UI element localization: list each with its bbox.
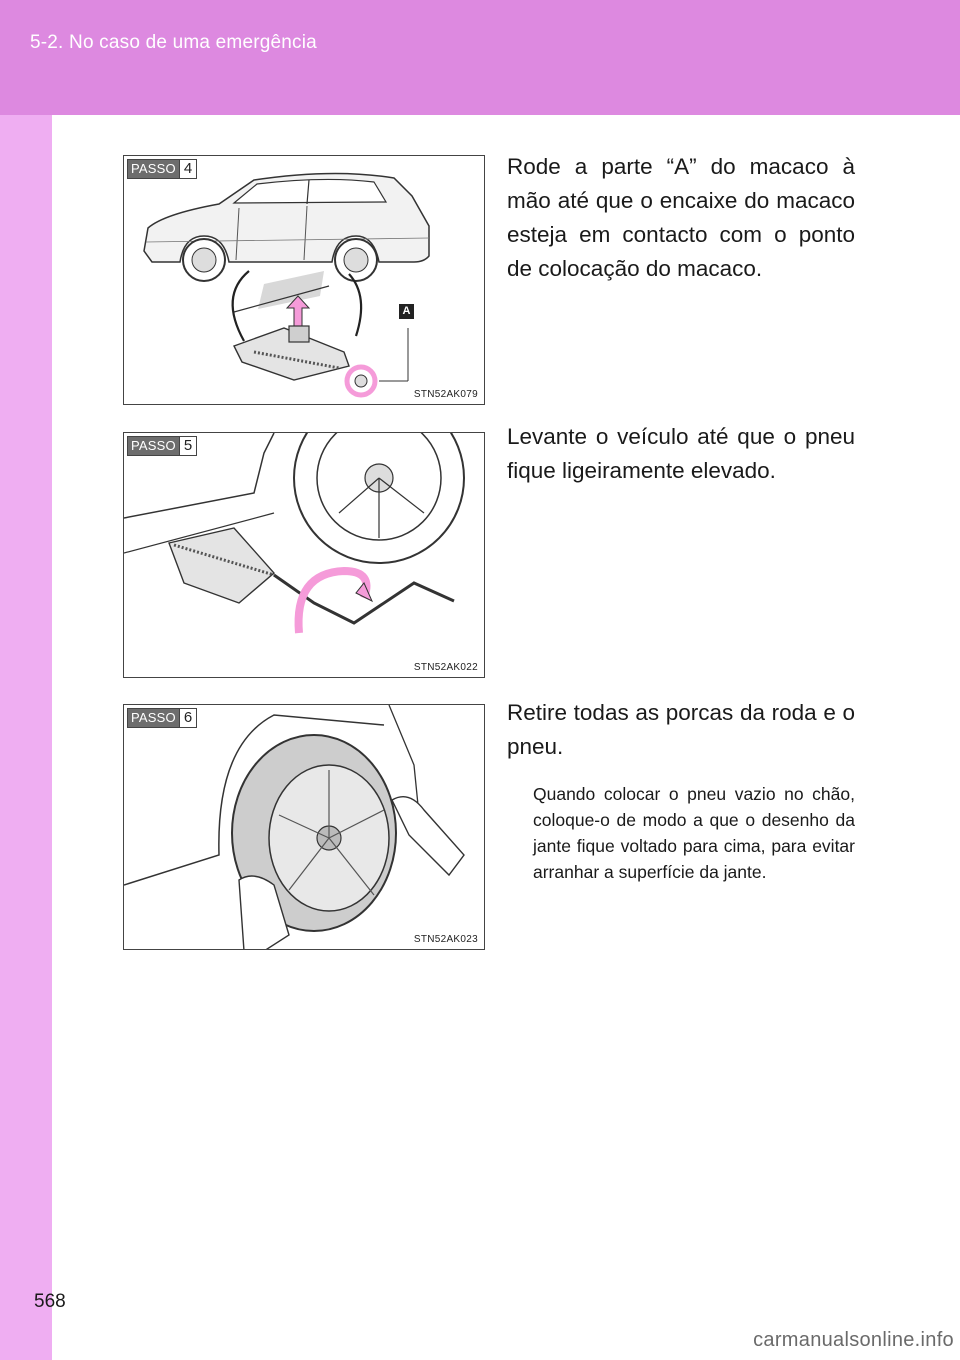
side-band [0,115,52,1360]
step-4-figure [123,155,485,405]
step-5-badge [127,436,197,456]
lift-vehicle-illustration [124,433,485,678]
step-5-figure [123,432,485,678]
figure-code: STN52AK022 [413,662,478,673]
step-4-text: Rode a parte “A” do macaco à mão até que o encaixe do macaco esteja em contacto com o ponto de colocação do macaco. [507,154,855,281]
remove-wheel-illustration [124,705,485,950]
step-6-note: Quando colocar o pneu vazio no chão, coloque-o de modo a que o desenho da jante fique voltado para cima, para evitar arranhar a superfície da jante. [533,784,855,882]
figure-code: STN52AK023 [413,934,478,945]
step-5-text: Levante o veículo até que o pneu fique ligeiramente elevado. [507,424,855,483]
page-number: 568 [34,1291,66,1312]
step-6-badge [127,708,197,728]
watermark: carmanualsonline.info [753,1329,954,1351]
step-4-badge [127,159,197,179]
step-badge-number: 6 [179,709,196,727]
header-band [0,0,960,115]
step-badge-word: PASSO [128,160,179,178]
step-badge-word: PASSO [128,437,179,455]
step-6-text: Retire todas as porcas da roda e o pneu. [507,700,855,759]
step-badge-number: 4 [179,160,196,178]
car-jack-illustration [124,156,485,405]
figure-code: STN52AK079 [413,389,478,400]
step-6-figure [123,704,485,950]
step-badge-word: PASSO [128,709,179,727]
step-badge-number: 5 [179,437,196,455]
section-title: 5-2. No caso de uma emergência [30,32,317,53]
callout-a-label: A [399,304,414,319]
